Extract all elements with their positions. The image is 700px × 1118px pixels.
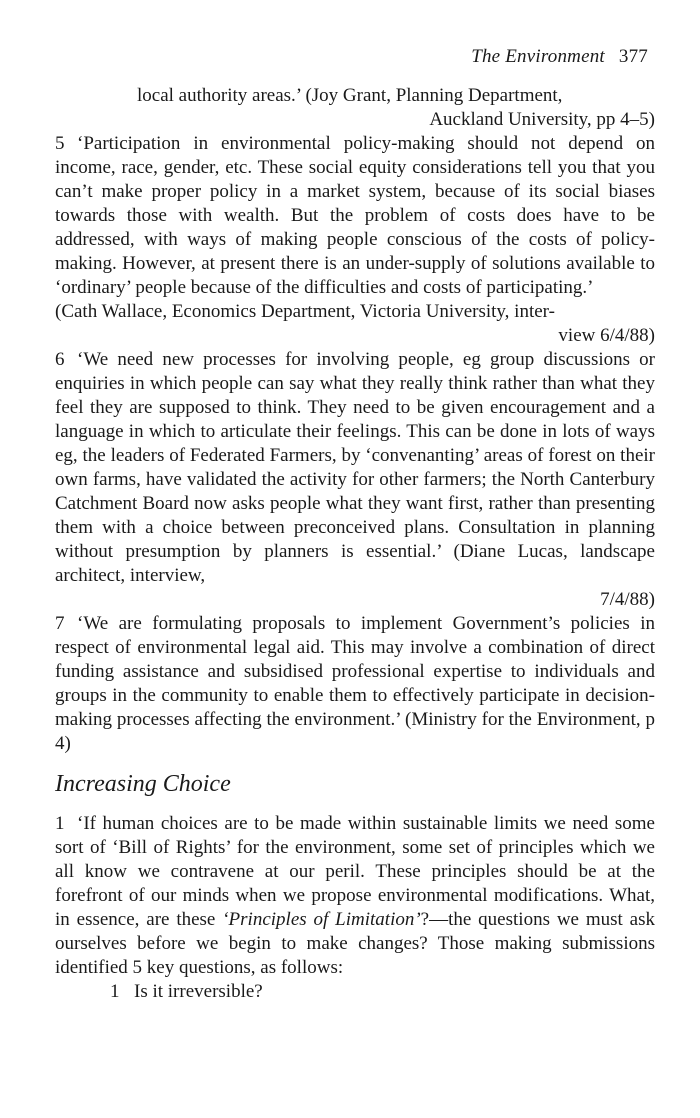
section-heading: Increasing Choice	[55, 771, 231, 797]
item-citation-end: 7/4/88)	[600, 589, 655, 610]
question-text: Is it irreversible?	[134, 981, 263, 1002]
continuation-text: local authority areas.’ (Joy Grant, Planning Department,	[137, 85, 563, 106]
choice-item-1	[55, 812, 655, 980]
item-number: 6	[55, 349, 65, 370]
item-number: 7	[55, 613, 65, 634]
item-number: 1	[55, 813, 65, 834]
question-item-1	[110, 980, 655, 1004]
item-text-after: ?—the questions we must ask ourselves before we begin to make changes? Those making submissions identified 5 key questions, as follows:	[55, 909, 655, 978]
running-title: The Environment	[471, 46, 605, 67]
submission-item-5	[55, 132, 655, 348]
page-number: 377	[618, 46, 648, 67]
item-text: ‘Participation in environmental policy-making should not depend on income, race, gender, etc. These social equity considerations tell you that you can’t make proper policy in a market system, because of its social biases towards those with wealth. But the problem of costs does have to be addressed, with ways of making people conscious of the costs of policy-making. However, at present there is an under-supply of solutions available to ‘ordinary’ people because of the difficulties and costs of participating.’	[55, 133, 655, 298]
item-text: ‘We need new processes for involving people, eg group discussions or enquiries in which people can say what they really think rather than what they feel they are supposed to think. They need to be given encouragement and a language in which to articulate their feelings. This can be done in lots of ways eg, the leaders of Federated Farmers, by ‘convenanting’ areas of forest on their own farms, have validated the activity for other farmers; the North Canterbury Catchment Board now asks people what they want first, rather than presenting them with a choice between preconceived plans. Consultation in planning without presumption by planners is essential.’ (Diane Lucas, landscape architect, interview,	[55, 349, 655, 586]
submission-item-7	[55, 612, 655, 756]
item-number: 5	[55, 133, 65, 154]
running-header	[471, 46, 648, 68]
item-text-before: ‘If human choices are to be made within sustainable limits we need some sort of ‘Bill of Rights’ for the environment, some set of principles which we all know we contravene at our peril. These principles should be at the forefront of our minds when we propose environmental modifications. What, in essence, are these	[55, 813, 655, 930]
item-citation-end: view 6/4/88)	[558, 325, 655, 346]
page-body	[55, 84, 655, 1004]
item-citation: (Cath Wallace, Economics Department, Victoria University, inter-	[55, 301, 555, 322]
item-text: ‘We are formulating proposals to implement Government’s policies in respect of environmental legal aid. This may involve a combination of direct funding assistance and subsidised professional expertise to individuals and groups in the community to enable them to effectively participate in decision-making processes affecting the environment.’ (Ministry for the Environment, p 4)	[55, 613, 655, 754]
continuation-paragraph	[55, 84, 655, 132]
continuation-citation: Auckland University, pp 4–5)	[429, 109, 655, 130]
submission-item-6	[55, 348, 655, 612]
question-number: 1	[110, 981, 120, 1002]
item-text-italic: ‘Principles of Limitation’	[222, 909, 421, 930]
